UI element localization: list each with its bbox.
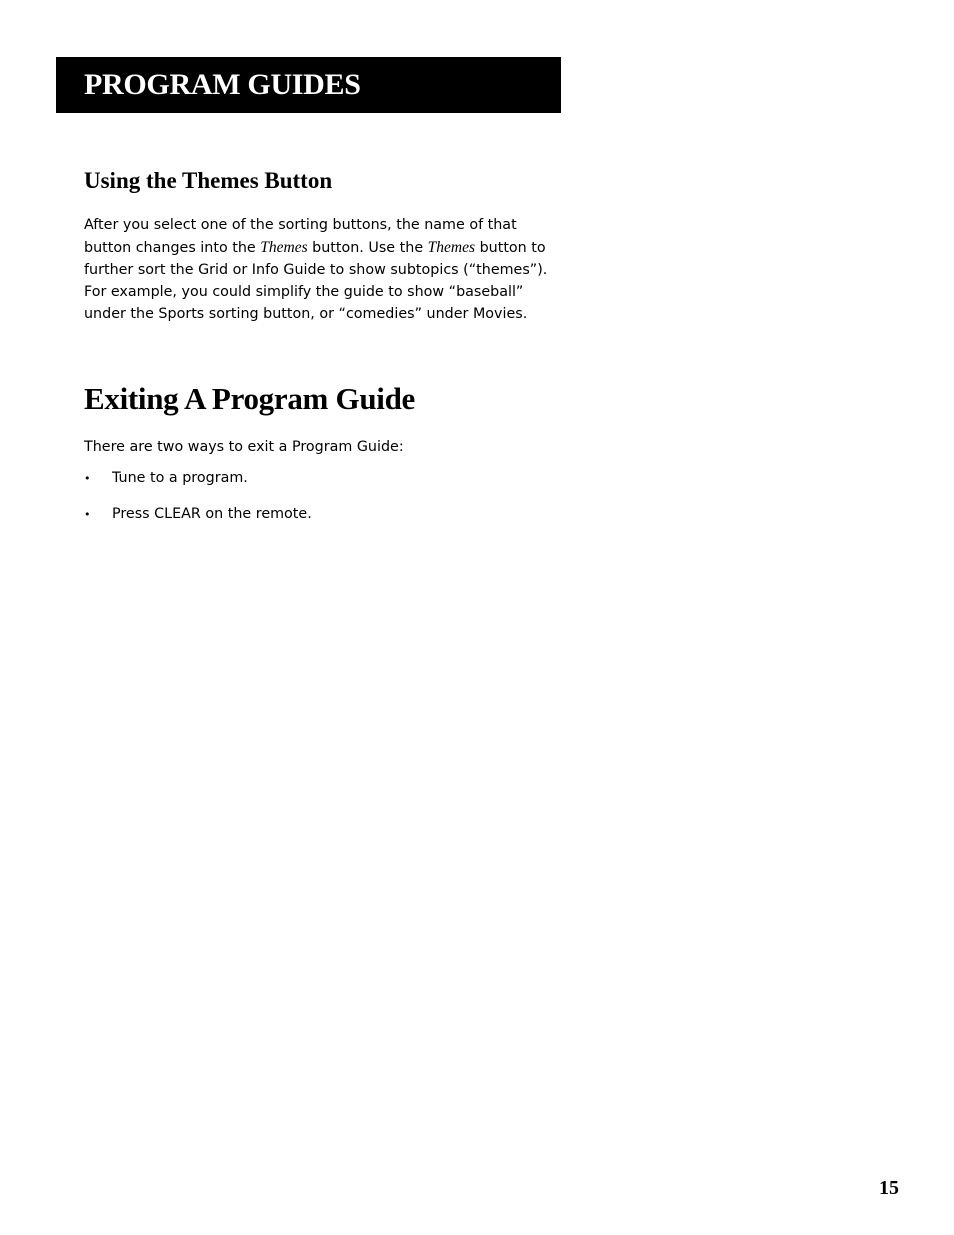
themes-subheading: Using the Themes Button (84, 168, 333, 193)
themes-paragraph (84, 215, 564, 326)
themes-paragraph-text-1: After you select one of the sorting buttons, the name of that button changes into the (84, 217, 517, 256)
themes-italic-term-2: Themes (427, 238, 476, 256)
list-item (84, 504, 312, 525)
section-header-bar (56, 57, 561, 113)
bullet-icon: • (84, 472, 91, 485)
list-item-text: Tune to a program. (112, 470, 248, 486)
exit-methods-list (84, 468, 312, 540)
bullet-icon: • (84, 508, 91, 521)
themes-paragraph-text-2: button. Use the (307, 239, 428, 256)
exit-section-heading: Exiting A Program Guide (84, 381, 415, 416)
themes-paragraph-text-3: button to further sort the Grid or Info Guide to show subtopics (“themes”). For example, you could simplify the guide to show “baseball” under the Sports sorting button, or “comedies” under Movies. (84, 239, 548, 322)
exit-intro-paragraph: There are two ways to exit a Program Guide: (84, 439, 404, 455)
page-number: 15 (879, 1177, 899, 1199)
list-item-text: Press CLEAR on the remote. (112, 506, 312, 522)
list-item (84, 468, 312, 489)
section-header-title: PROGRAM GUIDES (84, 68, 361, 101)
themes-italic-term-1: Themes (260, 238, 308, 256)
